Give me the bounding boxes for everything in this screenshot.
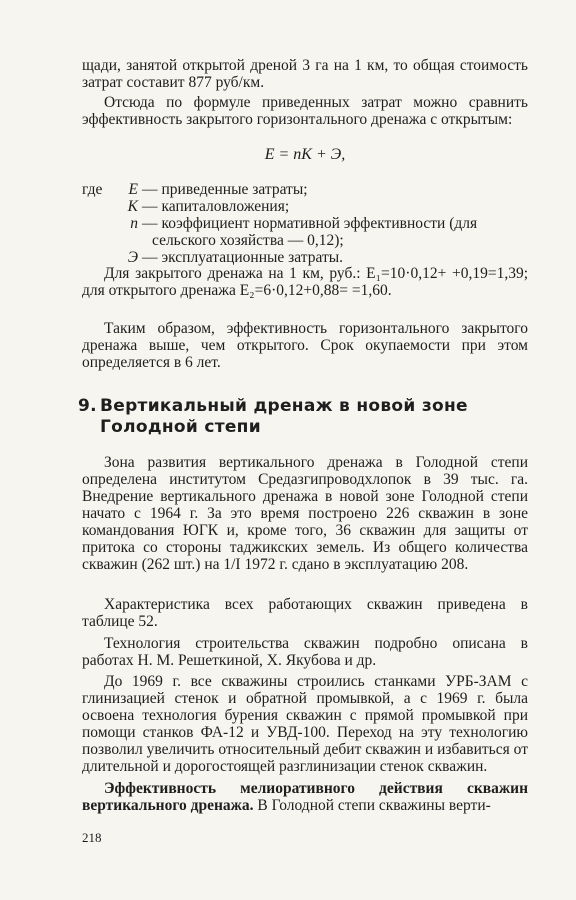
definition-symbol: K: [127, 198, 138, 215]
definition-item: Э — эксплуатационные затраты.: [82, 249, 528, 266]
page-number: 218: [82, 830, 102, 845]
section-heading: [78, 396, 528, 438]
definition-text: коэффициент нормативной эффективности (для: [161, 215, 478, 232]
definition-text: эксплуатационные затраты.: [161, 249, 344, 266]
body-paragraph-2: Характеристика всех работающих скважин приведена в таблице 52.: [82, 596, 528, 630]
calc-paragraph-2: Таким образом, эффективность горизонтального закрытого дренажа выше, чем открытого. Срок окупаемости при этом определяется в 6 лет.: [82, 320, 528, 371]
formula: E = nK + Э,: [264, 146, 346, 163]
definition-item: где E — приведенные затраты;: [82, 181, 528, 198]
paragraph-text: В Голодной степи скважины верти-: [253, 797, 491, 814]
definition-text: приведенные затраты;: [161, 181, 308, 198]
body-paragraph-4: До 1969 г. все скважины строились станками УРБ-ЗАМ с глинизацией стенок и обратной промывкой, а с 1969 г. была освоена технология бурения скважин с прямой промывкой при помощи станков ФА-12 и УВД-100. Переход на эту технологию позволил увеличить относительный дебит скважин и избавиться от длительной и дорогостоящей разглинизации стенок скважин.: [82, 673, 528, 775]
section-number: 9.: [78, 396, 97, 416]
section-title-line-2: Голодной степи: [100, 417, 261, 437]
definition-text: капиталовложения;: [161, 198, 290, 215]
body-paragraph-5: [82, 780, 528, 814]
body-paragraph-3: Технология строительства скважин подробно описана в работах Н. М. Решеткиной, Х. Якубова и др.: [82, 635, 528, 669]
definition-symbol: E: [128, 181, 138, 198]
paragraph-lead-in: Эффективность мелиоративного действия скважин вертикального дренажа.: [82, 780, 528, 814]
section-title-line-1: Вертикальный дренаж в новой зоне: [100, 396, 468, 416]
definitions-lead: где: [82, 181, 103, 198]
intro-paragraph-1: щади, занятой открытой дреной 3 га на 1 км, то общая стоимость затрат составит 877 руб/км.: [82, 57, 528, 91]
calc-paragraph-1: Для закрытого дренажа на 1 км, руб.: E₁=10·0,12+ +0,19=1,39; для открытого дренажа E₂=6·0,12+0,88= =1,60.: [82, 265, 528, 299]
definition-continuation: сельского хозяйства — 0,12);: [152, 232, 344, 249]
definition-symbol: Э: [127, 249, 138, 266]
definitions-list: [82, 181, 528, 266]
definition-item: n — коэффициент нормативной эффективности (для: [82, 215, 528, 232]
intro-paragraph-2: Отсюда по формуле приведенных затрат можно сравнить эффективность закрытого горизонтального дренажа с открытым:: [82, 94, 528, 128]
definition-item: K — капиталовложения;: [82, 198, 528, 215]
body-paragraph-1: Зона развития вертикального дренажа в Голодной степи определена институтом Средазгипроводхлопок в 39 тыс. га. Внедрение вертикального дренажа в новой зоне Голодной степи начато с 1964 г. За это время построено 226 скважин в зоне командования ЮГК и, кроме того, 36 скважин для защиты от притока со стороны таджикских земель. Из общего количества скважин (262 шт.) на 1/I 1972 г. сдано в эксплуатацию 208.: [82, 454, 528, 573]
definition-symbol: n: [130, 215, 138, 232]
